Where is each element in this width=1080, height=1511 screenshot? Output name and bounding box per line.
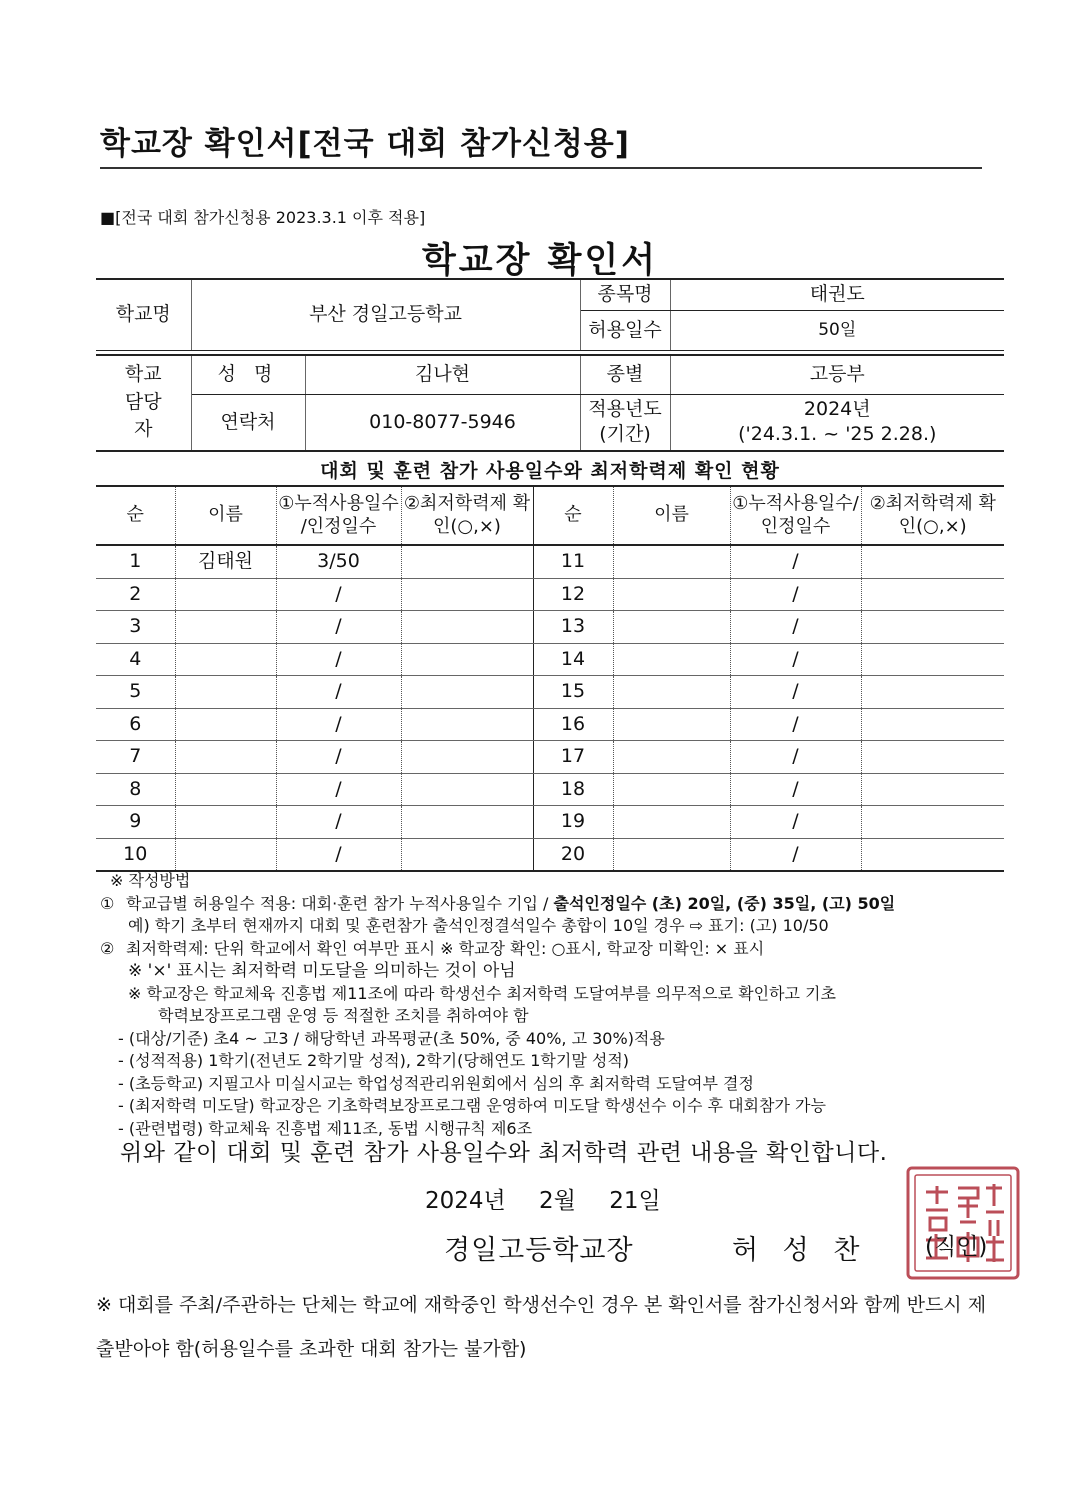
manager-label: 학교 담당자 — [96, 355, 191, 451]
academic-check — [401, 806, 533, 839]
athlete-name — [175, 643, 276, 676]
official-seal-icon — [902, 1162, 1024, 1284]
instruction-item-2: ② 최저학력제: 단위 학교에서 확인 여부만 표시 ※ 학교장 확인: ○표시, 학교장 미확인: × 표시 — [100, 938, 765, 958]
academic-check — [861, 611, 1004, 644]
instruction-sub-2-cont: 학력보장프로그램 운영 등 적절한 조치를 취하여야 함 — [158, 1006, 529, 1025]
academic-check — [861, 643, 1004, 676]
days-value: / — [276, 806, 401, 839]
row-number: 8 — [96, 773, 175, 806]
athlete-name — [175, 741, 276, 774]
status-section-title: 대회 및 훈련 참가 사용일수와 최저학력제 확인 현황 — [320, 460, 780, 482]
row-number: 7 — [96, 741, 175, 774]
academic-check — [401, 643, 533, 676]
row-number: 12 — [533, 578, 613, 611]
confirmation-statement: 위와 같이 대회 및 훈련 참가 사용일수와 최저학력 관련 내용을 확인합니다. — [120, 1140, 888, 1166]
days-value: / — [276, 676, 401, 709]
participation-table — [96, 485, 1004, 872]
col-days-right: ①누적사용일수/ 인정일수 — [730, 486, 861, 545]
instruction-sub-1: ※ '×' 표시는 최저학력 미도달을 의미하는 것이 아님 — [128, 961, 516, 981]
table-row — [96, 708, 1004, 741]
col-name-right: 이름 — [613, 486, 730, 545]
instruction-dash-4: - (최저학력 미도달) 학교장은 기초학력보장프로그램 운영하여 미도달 학생선수 이수 후 대회참가 가능 — [118, 1096, 826, 1115]
row-number: 14 — [533, 643, 613, 676]
days-value: / — [276, 773, 401, 806]
row-number: 4 — [96, 643, 175, 676]
col-seq: 순 — [96, 486, 175, 545]
instruction-sub-2: ※ 학교장은 학교체육 진흥법 제11조에 따라 학생선수 최저학력 도달여부를 의무적으로 확인하고 기초 — [128, 983, 836, 1003]
school-name-label: 학교명 — [96, 279, 191, 350]
row-number: 18 — [533, 773, 613, 806]
athlete-name — [175, 773, 276, 806]
instructions — [100, 870, 1010, 1140]
academic-check — [861, 838, 1004, 871]
year-text: 2024년 — [803, 397, 871, 420]
athlete-name — [613, 643, 730, 676]
allowed-days-label: 허용일수 — [580, 310, 670, 350]
academic-check — [861, 676, 1004, 709]
athlete-name — [613, 838, 730, 871]
division-value: 고등부 — [670, 355, 1004, 395]
days-value: / — [276, 578, 401, 611]
row-number: 10 — [96, 838, 175, 871]
athlete-name — [613, 741, 730, 774]
athlete-name — [175, 611, 276, 644]
academic-check — [861, 578, 1004, 611]
table-row — [96, 643, 1004, 676]
row-number: 17 — [533, 741, 613, 774]
row-number: 11 — [533, 545, 613, 578]
days-value: 3/50 — [276, 545, 401, 578]
footer-note: ※ 대회를 주최/주관하는 단체는 학교에 재학중인 학생선수인 경우 본 확인서를 참가신청서와 함께 반드시 제출받아야 함(허용일수를 초과한 대회 참가는 불가함) — [96, 1294, 987, 1360]
row-number: 16 — [533, 708, 613, 741]
division-label: 종별 — [580, 355, 670, 395]
days-value: / — [730, 611, 861, 644]
athlete-name — [613, 806, 730, 839]
athlete-name — [613, 611, 730, 644]
contact-label: 연락처 — [191, 395, 305, 451]
academic-check — [401, 611, 533, 644]
table-row — [96, 773, 1004, 806]
athlete-name: 김태원 — [175, 545, 276, 578]
academic-check — [861, 708, 1004, 741]
school-info-table — [96, 278, 1004, 452]
days-value: / — [276, 708, 401, 741]
table-row — [96, 578, 1004, 611]
event-value: 태권도 — [670, 279, 1004, 310]
athlete-name — [613, 708, 730, 741]
name-label: 성 명 — [191, 355, 305, 395]
row-number: 15 — [533, 676, 613, 709]
days-value: / — [276, 838, 401, 871]
row-number: 19 — [533, 806, 613, 839]
days-value: / — [730, 643, 861, 676]
academic-check — [401, 578, 533, 611]
days-value: / — [276, 643, 401, 676]
principal-title: 경일고등학교장 — [444, 1235, 634, 1266]
contact-value: 010-8077-5946 — [305, 395, 580, 451]
participation-rows — [96, 545, 1004, 871]
event-label: 종목명 — [580, 279, 670, 310]
allowed-days-value: 50일 — [670, 310, 1004, 350]
days-value: / — [276, 741, 401, 774]
principal-name: 허 성 찬 — [732, 1235, 868, 1266]
instruction-dash-1: - (대상/기준) 초4 ~ 고3 / 해당학년 과목평균(초 50%, 중 40%, 고 30%)적용 — [118, 1028, 665, 1048]
form-tag: ■[전국 대회 참가신청용 2023.3.1 이후 적용] — [100, 208, 426, 227]
year-label: 적용년도 (기간) — [580, 395, 670, 451]
academic-check — [401, 545, 533, 578]
row-number: 20 — [533, 838, 613, 871]
period-text: ('24.3.1. ~ '25 2.28.) — [738, 423, 937, 446]
seal-label: (직인) — [925, 1234, 988, 1260]
days-value: / — [730, 806, 861, 839]
col-days: ①누적사용일수 /인정일수 — [276, 486, 401, 545]
academic-check — [861, 741, 1004, 774]
row-number: 6 — [96, 708, 175, 741]
instruction-item-1: ① 학교급별 허용일수 적용: 대회·훈련 참가 누적사용일수 기입 / 출석인정일수 (초) 20일, (중) 35일, (고) 50일 — [100, 893, 896, 913]
school-name-value: 부산 경일고등학교 — [191, 279, 580, 350]
instruction-dash-3: - (초등학교) 지필고사 미실시교는 학업성적관리위원회에서 심의 후 최저학력 도달여부 결정 — [118, 1073, 754, 1093]
athlete-name — [175, 708, 276, 741]
days-value: / — [730, 708, 861, 741]
col-check: ②최저학력제 확인(○,×) — [401, 486, 533, 545]
row-number: 5 — [96, 676, 175, 709]
days-value: / — [730, 773, 861, 806]
days-value: / — [730, 545, 861, 578]
athlete-name — [175, 838, 276, 871]
page-heading: 학교장 확인서[전국 대회 참가신청용] — [100, 126, 630, 162]
table-row — [96, 545, 1004, 578]
days-value: / — [730, 676, 861, 709]
instruction-dash-5: - (관련법령) 학교체육 진흥법 제11조, 동법 시행규칙 제6조 — [118, 1118, 533, 1138]
year-value — [670, 395, 1004, 451]
instruction-example: 예) 학기 초부터 현재까지 대회 및 훈련참가 출석인정결석일수 총합이 10일 경우 ⇨ 표기: (고) 10/50 — [128, 916, 829, 935]
row-number: 13 — [533, 611, 613, 644]
table-row — [96, 676, 1004, 709]
table-row — [96, 838, 1004, 871]
col-check-right: ②최저학력제 확인(○,×) — [861, 486, 1004, 545]
col-name: 이름 — [175, 486, 276, 545]
days-value: / — [730, 578, 861, 611]
academic-check — [401, 741, 533, 774]
name-value: 김나현 — [305, 355, 580, 395]
athlete-name — [613, 578, 730, 611]
row-number: 1 — [96, 545, 175, 578]
academic-check — [861, 773, 1004, 806]
athlete-name — [613, 545, 730, 578]
instructions-heading: ※ 작성방법 — [110, 871, 191, 890]
row-number: 2 — [96, 578, 175, 611]
col-seq-right: 순 — [533, 486, 613, 545]
table-row — [96, 806, 1004, 839]
table-row — [96, 611, 1004, 644]
instruction-dash-2: - (성적적용) 1학기(전년도 2학기말 성적), 2학기(당해연도 1학기말 성적) — [118, 1051, 630, 1070]
table-row — [96, 741, 1004, 774]
athlete-name — [175, 578, 276, 611]
academic-check — [861, 545, 1004, 578]
confirmation-date: 2024년 2월 21일 — [425, 1188, 661, 1214]
academic-check — [401, 773, 533, 806]
academic-check — [401, 838, 533, 871]
days-value: / — [730, 741, 861, 774]
days-value: / — [276, 611, 401, 644]
heading-divider — [100, 167, 982, 169]
academic-check — [861, 806, 1004, 839]
document-title: 학교장 확인서 — [421, 241, 659, 281]
athlete-name — [613, 773, 730, 806]
academic-check — [401, 676, 533, 709]
athlete-name — [175, 676, 276, 709]
academic-check — [401, 708, 533, 741]
row-number: 3 — [96, 611, 175, 644]
athlete-name — [613, 676, 730, 709]
athlete-name — [175, 806, 276, 839]
row-number: 9 — [96, 806, 175, 839]
days-value: / — [730, 838, 861, 871]
